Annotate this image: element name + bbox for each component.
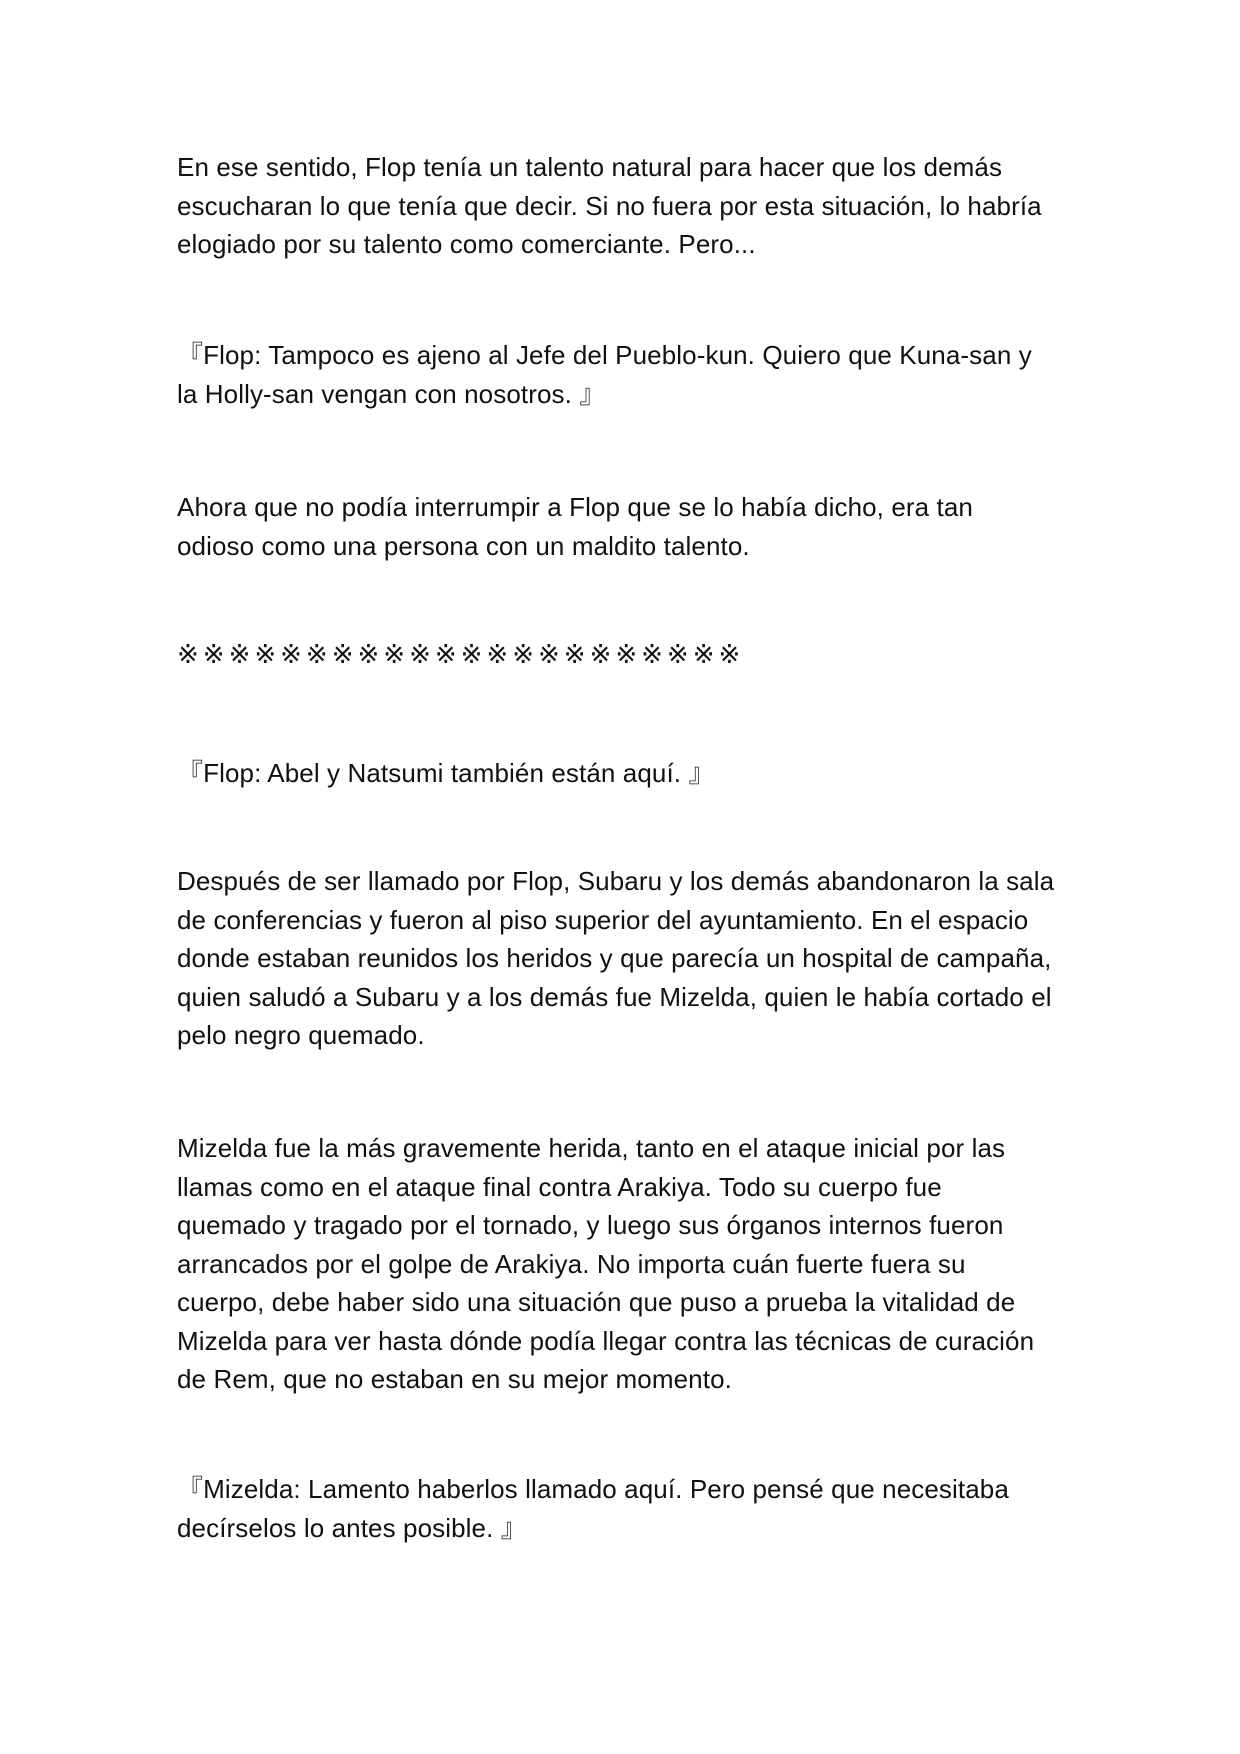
dialogue-flop-abel-natsumi: 『Flop: Abel y Natsumi también están aquí. 』 [177, 758, 715, 788]
scene-separator: ※※※※※※※※※※※※※※※※※※※※※※ [177, 640, 745, 670]
dialogue-mizelda-apology: 『Mizelda: Lamento haberlos llamado aquí. Pero pensé que necesitaba decírselos lo antes posible. 』 [177, 1474, 1009, 1543]
paragraph-mizelda-injuries: Mizelda fue la más gravemente herida, tanto en el ataque inicial por las llamas como en el ataque final contra Arakiya. Todo su cuerpo fue quemado y tragado por el tornado, y luego sus órganos internos fueron arrancados por el golpe de Arakiya. No importa cuán fuerte fuera su cuerpo, debe haber sido una situación que puso a prueba la vitalidad de Mizelda para ver hasta dónde podía llegar contra las técnicas de curación de Rem, que no estaban en su mejor momento. [177, 1133, 1035, 1394]
dialogue-flop-kuna-holly: 『Flop: Tampoco es ajeno al Jefe del Pueblo-kun. Quiero que Kuna-san y la Holly-san vengan con nosotros. 』 [177, 340, 1032, 409]
paragraph-flop-talent: En ese sentido, Flop tenía un talento natural para hacer que los demás escucharan lo que tenía que decir. Si no fuera por esta situación, lo habría elogiado por su talento como comerciante. Pero... [177, 152, 1042, 259]
paragraph-interrupt-flop: Ahora que no podía interrumpir a Flop que se lo había dicho, era tan odioso como una persona con un maldito talento. [177, 492, 973, 561]
paragraph-hospital-mizelda: Después de ser llamado por Flop, Subaru y los demás abandonaron la sala de conferencias y fueron al piso superior del ayuntamiento. En el espacio donde estaban reunidos los heridos y que parecía un hospital de campaña, quien saludó a Subaru y a los demás fue Mizelda, quien le había cortado el pelo negro quemado. [177, 866, 1055, 1050]
